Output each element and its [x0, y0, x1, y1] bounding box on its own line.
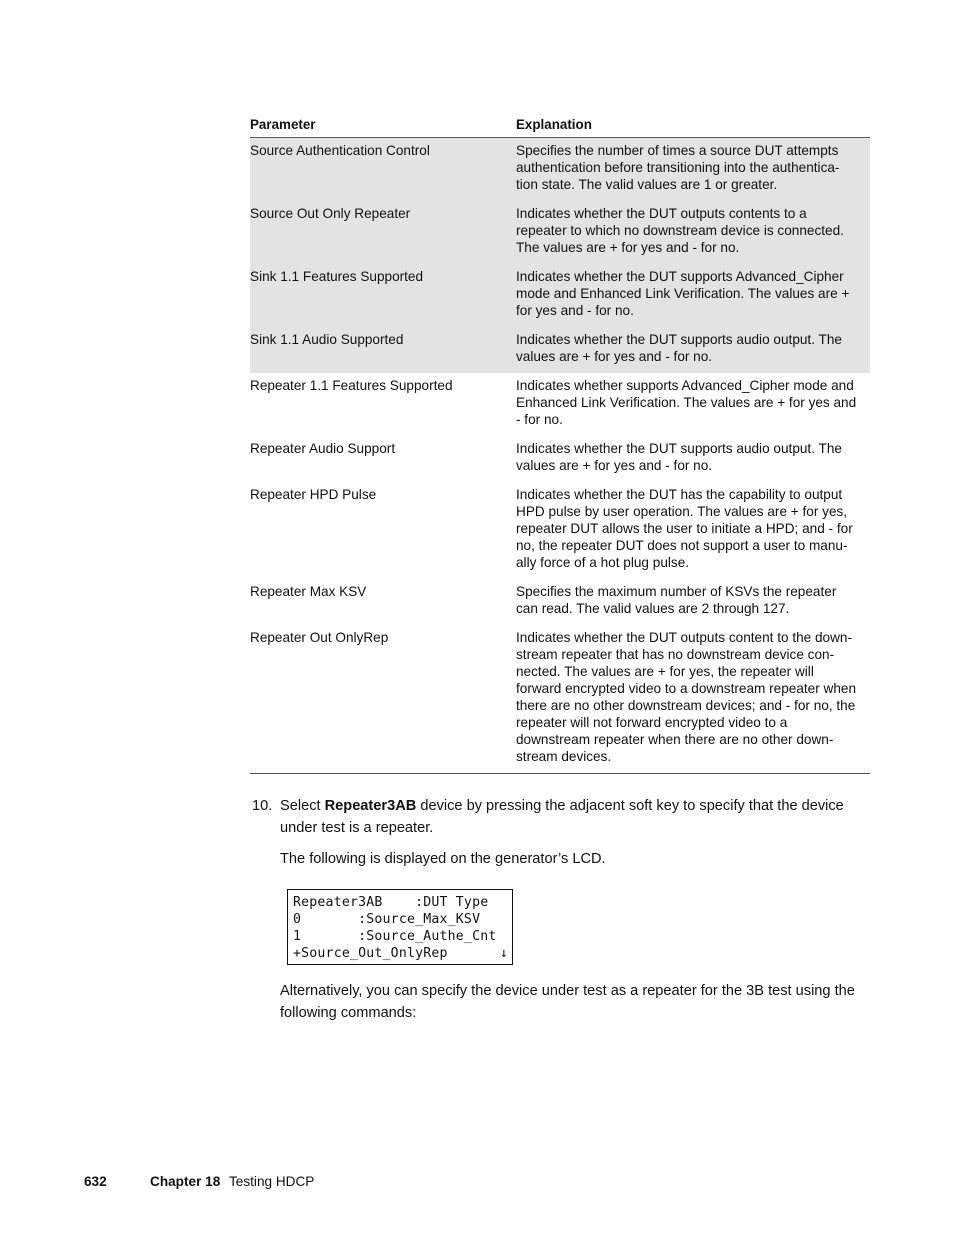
- parameter-cell: Sink 1.1 Audio Supported: [250, 327, 516, 373]
- table-row: [250, 327, 870, 373]
- parameter-cell: Source Out Only Repeater: [250, 201, 516, 264]
- header-parameter: Parameter: [250, 116, 516, 138]
- chapter-label: Chapter 18: [150, 1174, 221, 1189]
- parameter-cell: Repeater HPD Pulse: [250, 487, 377, 502]
- explanation-cell: Indicates whether the DUT supports Advanced_Cipher mode and Enhanced Link Verification. The values are + for yes and - for no.: [516, 264, 870, 327]
- lcd-line-3: 1 :Source_Authe_Cnt: [293, 929, 497, 944]
- step-bold-device: Repeater3AB: [324, 798, 417, 814]
- chapter-title: Testing HDCP: [229, 1174, 315, 1189]
- table-body: [250, 138, 870, 774]
- table-row: [250, 579, 870, 625]
- explanation-cell: Indicates whether the DUT supports audio output. The values are + for yes and - for no.: [516, 441, 842, 473]
- lcd-line-4: +Source_Out_OnlyRep: [293, 946, 448, 961]
- table-row: [250, 201, 870, 264]
- lcd-line-2: 0 :Source_Max_KSV: [293, 912, 481, 927]
- table-header-row: [250, 116, 870, 138]
- down-arrow-icon: ↓: [499, 946, 508, 961]
- parameter-cell: Repeater Audio Support: [250, 441, 396, 456]
- parameter-cell: Repeater 1.1 Features Supported: [250, 378, 453, 393]
- parameter-cell: Sink 1.1 Features Supported: [250, 264, 516, 327]
- step-10: [250, 795, 870, 839]
- table-row: [250, 138, 870, 202]
- parameter-cell: Repeater Max KSV: [250, 584, 367, 599]
- lcd-display: [287, 889, 513, 965]
- table-row: [250, 436, 870, 482]
- lcd-line-1: Repeater3AB :DUT Type: [293, 895, 489, 910]
- page-number: 632: [84, 1174, 107, 1189]
- parameter-cell: Repeater Out OnlyRep: [250, 625, 516, 774]
- alternative-paragraph: Alternatively, you can specify the device under test as a repeater for the 3B test using the following commands:: [280, 983, 855, 1021]
- step-number: 10.: [252, 798, 273, 814]
- step-text-after: device by pressing the adjacent soft key to specify that the device under test is a repeater.: [280, 798, 844, 836]
- step-text-before: Select: [280, 798, 325, 814]
- header-explanation: Explanation: [516, 116, 870, 138]
- explanation-cell: Indicates whether the DUT outputs contents to a repeater to which no downstream device is connected. The values are + for yes and - for no.: [516, 201, 870, 264]
- explanation-cell: Indicates whether the DUT has the capability to output HPD pulse by user operation. The values are + for yes, repeater DUT allows the user to initiate a HPD; and - for no, the repeater DUT does not support a user to manu-ally force of a hot plug pulse.: [516, 487, 853, 570]
- explanation-cell: Indicates whether the DUT supports audio output. The values are + for yes and - for no.: [516, 327, 870, 373]
- explanation-cell: Specifies the maximum number of KSVs the repeater can read. The valid values are 2 through 127.: [516, 584, 837, 616]
- table-row: [250, 373, 870, 436]
- explanation-cell: Indicates whether supports Advanced_Cipher mode and Enhanced Link Verification. The values are + for yes and - for no.: [516, 378, 857, 427]
- explanation-cell: Indicates whether the DUT outputs content to the down-stream repeater that has no downstream device con-nected. The values are + for yes, the repeater will forward encrypted video to a downstream repeater when there are no other downstream devices; and - for no, the repeater will not forward encrypted video to a downstream repeater when there are no other down-stream devices.: [516, 625, 870, 774]
- step-text: [280, 795, 870, 839]
- table-row: [250, 264, 870, 327]
- parameter-cell: Source Authentication Control: [250, 138, 516, 202]
- explanation-cell: Specifies the number of times a source DUT attempts authentication before transitioning into the authentica-tion state. The valid values are 1 or greater.: [516, 138, 870, 202]
- table-row: [250, 482, 870, 579]
- lcd-intro-paragraph: The following is displayed on the generator’s LCD.: [280, 851, 606, 867]
- table-row: [250, 625, 870, 774]
- parameter-table: [250, 116, 870, 774]
